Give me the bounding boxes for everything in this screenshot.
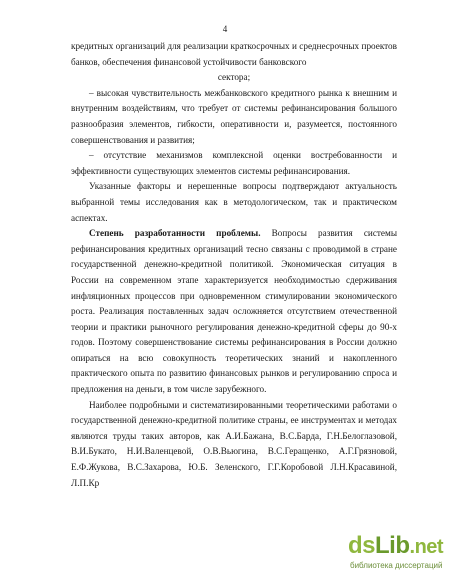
section-paragraph bbox=[71, 226, 397, 398]
paragraph-continuation-end: сектора; bbox=[217, 72, 251, 83]
paragraph: Наиболее подробными и систематизированными теоретическими работами о государственной денежно-кредитной политике страны, ее инструментах и методах являются труды таких авторов, как А.И.Бажана, В.С.Барда, Г.Н.Белоглазовой, В.И.Букато, Н.И.Валенцевой, О.В.Вьюгина, В.С.Геращенко, А.Г.Грязновой, Е.Ф.Жукова, В.С.Захарова, Ю.Б. Зеленского, Г.Г.Коробовой Л.Н.Красавиной, Л.П.Кр bbox=[71, 399, 397, 488]
dslib-watermark bbox=[348, 531, 448, 577]
paragraph-continuation: кредитных организаций для реализации краткосрочных и среднесрочных проектов банков, обеспечения финансовой устойчивости банковского bbox=[71, 41, 397, 67]
document-body bbox=[71, 39, 397, 491]
paragraph: Указанные факторы и нерешенные вопросы подтверждают актуальность выбранной темы исследования как в методологическом, так и практическом аспектах. bbox=[71, 181, 397, 223]
bullet-paragraph: – отсутствие механизмов комплексной оценки востребованности и эффективности существующих элементов системы рефинансирования. bbox=[71, 150, 397, 176]
bullet-paragraph: – высокая чувствительность межбанковского кредитного рынка к внешним и внутренним воздействиям, что требует от системы рефинансирования большого разнообразия элементов, гибкости, оперативности и, разумеется, постоянного совершенствования и развития; bbox=[71, 87, 397, 145]
page-number: 4 bbox=[222, 24, 228, 34]
dslib-logo: dsLib.net bbox=[348, 532, 444, 559]
section-text: Вопросы развития системы рефинансирования кредитных организаций тесно связаны с проводимой в стране государственной денежно-кредитной политикой. Экономическая ситуация в России на современном этапе характеризуется необходимостью сдерживания инфляционных процессов при одновременном стимулировании экономического роста. Реализация поставленных задач осложняется отсутствием отечественной теории и практики рыночного регулирования денежно-кредитной сферы до 90-х годов. Поэтому совершенствование системы рефинансирования в России должно опираться на всю совокупность теоретических знаний и накопленного практического опыта по развитию финансовых рынков и регулированию спроса и предложения на деньги, в том числе зарубежного. bbox=[71, 228, 397, 395]
watermark-subtitle: библиотека диссертаций bbox=[350, 561, 443, 570]
section-heading: Степень разработанности проблемы. bbox=[89, 228, 261, 239]
